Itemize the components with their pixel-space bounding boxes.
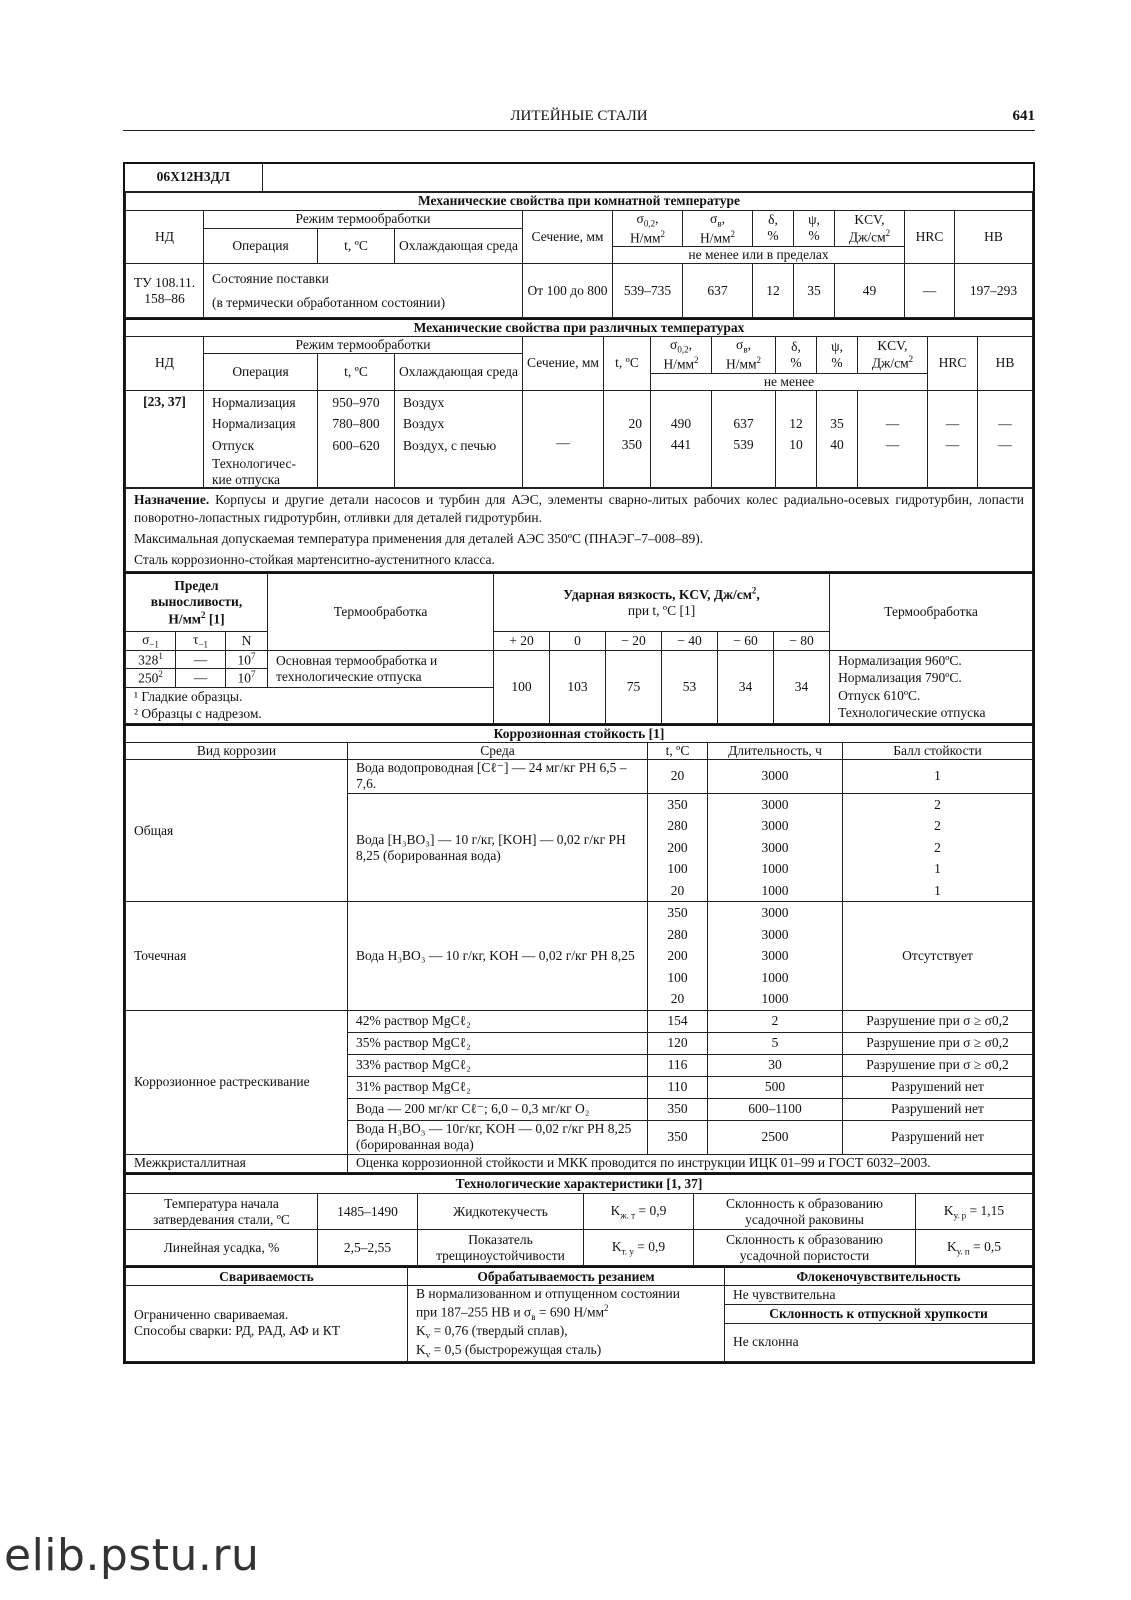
col-mode-2: Режим термообработки xyxy=(204,337,523,354)
tech-value: $K_{у. р} = 1,15$ xyxy=(916,1194,1033,1230)
environment: Вода [H₃BO₃] — 10 г/кг, [KOH] — 0,02 г/кг РН 8,25 (борированная вода) xyxy=(348,793,648,902)
test-temps: 20 350 xyxy=(604,390,651,488)
duration: 5 xyxy=(708,1032,843,1054)
duration: 30 xyxy=(708,1054,843,1076)
impact-title-cell: Ударная вязкость, KCV, $Дж/см^2$, при t, ºС [1] xyxy=(494,573,830,631)
col-hrc-2: HRC xyxy=(928,337,978,391)
score: Разрушение при σ ≥ σ0,2 xyxy=(843,1032,1033,1054)
impact-temp: − 40 xyxy=(662,631,718,650)
col-tau-1: $\tau_{-1}$ xyxy=(176,631,226,650)
col-n: N xyxy=(226,631,268,650)
environment: 35% раствор MgCℓ₂ xyxy=(348,1032,648,1054)
grade-block xyxy=(125,164,1033,192)
tech-label: Склонность к образованию усадочной пористости xyxy=(694,1230,916,1266)
impact-heat-lines: Нормализация 960ºС. Нормализация 790ºС. Отпуск 610ºС. Технологические отпуска xyxy=(830,650,1033,723)
type-general: Общая xyxy=(126,759,348,902)
max-temp-note: Максимальная допускаемая температура применения для деталей АЭС 350ºС (ПНАЭГ–7–008–89). xyxy=(134,530,704,546)
temperature: 154 xyxy=(648,1010,708,1032)
fatigue-notes: ¹ Гладкие образцы. ² Образцы с надрезом. xyxy=(126,687,494,723)
tau-value: — xyxy=(176,650,226,668)
impact-temp: − 80 xyxy=(774,631,830,650)
brittle-value: Не склонна xyxy=(725,1323,1033,1361)
col-sigma-1: $\sigma_{-1}$ xyxy=(126,631,176,650)
kcv-values: — — xyxy=(858,390,928,488)
duration: 3000 xyxy=(708,759,843,793)
temperature: 110 xyxy=(648,1076,708,1098)
impact-temp: 0 xyxy=(550,631,606,650)
section-dash: — xyxy=(523,390,604,488)
delta-values: 12 10 xyxy=(776,390,817,488)
col-duration: Длительность, ч xyxy=(708,742,843,759)
temperature: 20 xyxy=(648,759,708,793)
tech-table xyxy=(125,1173,1033,1267)
fatigue-title: Предел выносливости, $Н/мм^2$ [1] xyxy=(126,573,268,631)
hb-value: 197–293 xyxy=(955,264,1033,318)
col-sv-2: $\sigma_в$, $Н/мм^2$ xyxy=(712,337,776,374)
col-mode: Режим термообработки xyxy=(204,210,523,228)
hrc-values: — — xyxy=(928,390,978,488)
tech-label: Склонность к образованию усадочной раковины xyxy=(694,1194,916,1230)
mech-temp-table xyxy=(125,318,1033,488)
col-temperature: t, ºС xyxy=(648,742,708,759)
sigma-value-1: $328^1$ xyxy=(126,650,176,668)
col-nd: НД xyxy=(126,210,204,264)
temperature-list: 350 280 200 100 20 xyxy=(648,793,708,902)
duration-list: 3000 3000 3000 1000 1000 xyxy=(708,902,843,1011)
score: Разрушений нет xyxy=(843,1076,1033,1098)
col-test-temp: t, ºС xyxy=(604,337,651,391)
tech-value: $K_{у. п} = 0,5$ xyxy=(916,1230,1033,1266)
fatigue-heat-header: Термообработка xyxy=(268,573,494,650)
duration: 2 xyxy=(708,1010,843,1032)
impact-value: 34 xyxy=(718,650,774,723)
tech-label: Линейная усадка, % xyxy=(126,1230,318,1266)
temps-list: 950–970 780–800 600–620 xyxy=(318,390,395,488)
col-operation: Операция xyxy=(204,228,318,264)
weld-text: Ограниченно свариваемая. Способы сварки: РД, РАД, АФ и КТ xyxy=(126,1285,408,1361)
environment: Вода водопроводная [Cℓ⁻] — 24 мг/кг РН 6,5 – 7,6. xyxy=(348,759,648,793)
impact-temp: − 20 xyxy=(606,631,662,650)
col-hb: НВ xyxy=(955,210,1033,264)
col-psi: ψ, % xyxy=(794,210,835,247)
col-psi-2: ψ, % xyxy=(817,337,858,374)
col-cooling: Охлаждающая среда xyxy=(395,228,523,264)
col-temp: t, ºС xyxy=(318,228,395,264)
tech-label: Показатель трещиноустойчивости xyxy=(418,1230,584,1266)
machinability-title: Обрабатываемость резанием xyxy=(408,1267,725,1285)
fatigue-heat-text: Основная термообработка и технологические отпуска xyxy=(268,650,494,687)
type-pitting: Точечная xyxy=(126,902,348,1011)
impact-temp: + 20 xyxy=(494,631,550,650)
running-title: ЛИТЕЙНЫЕ СТАЛИ xyxy=(510,108,648,124)
environment: Вода H₃BO₃ — 10г/кг, KOH — 0,02 г/кг РН 8,25 (борированная вода) xyxy=(348,1120,648,1154)
s02-value: 539–735 xyxy=(613,264,683,318)
mech-temp-title: Механические свойства при различных температурах xyxy=(126,319,1033,336)
delta-value: 12 xyxy=(753,264,794,318)
hrc-value: — xyxy=(905,264,955,318)
sigma-value-2: $250^2$ xyxy=(126,669,176,687)
ops-list: Нормализация Нормализация Отпуск Технологичес-кие отпуска xyxy=(204,390,318,488)
s02-values: 490 441 xyxy=(651,390,712,488)
col-section-2: Сечение, мм xyxy=(523,337,604,391)
running-header xyxy=(123,106,1035,131)
environment: Вода — 200 мг/кг Cℓ⁻; 6,0 – 0,3 мг/кг O₂ xyxy=(348,1098,648,1120)
temperature: 120 xyxy=(648,1032,708,1054)
environment: 31% раствор MgCℓ₂ xyxy=(348,1076,648,1098)
col-section: Сечение, мм xyxy=(523,210,613,264)
mech-temp-subnote: не менее xyxy=(651,373,928,390)
sv-value: 637 xyxy=(683,264,753,318)
environment: Вода H₃BO₃ — 10 г/кг, KOH — 0,02 г/кг РН 8,25 xyxy=(348,902,648,1011)
psi-value: 35 xyxy=(794,264,835,318)
environment: 42% раствор MgCℓ₂ xyxy=(348,1010,648,1032)
cooling-list: Воздух Воздух Воздух, с печью xyxy=(395,390,523,488)
duration: 600–1100 xyxy=(708,1098,843,1120)
score-list: 2 2 2 1 1 xyxy=(843,793,1033,902)
hb-values: — — xyxy=(978,390,1033,488)
flake-value: Не чувствительна xyxy=(725,1285,1033,1304)
temperature: 350 xyxy=(648,1098,708,1120)
impact-value: 34 xyxy=(774,650,830,723)
n-value: $10^7$ xyxy=(226,650,268,668)
steel-class-note: Сталь коррозионно-стойкая мартенситно-аустенитного класса. xyxy=(134,551,495,567)
type-intercrystal: Межкристаллитная xyxy=(126,1154,348,1172)
brittle-title: Склонность к отпускной хрупкости xyxy=(725,1304,1033,1323)
page-number: 641 xyxy=(1012,108,1035,124)
col-kcv-2: KCV, $Дж/см^2$ xyxy=(858,337,928,374)
duration: 2500 xyxy=(708,1120,843,1154)
corrosion-title: Коррозионная стойкость [1] xyxy=(126,725,1033,742)
section-value: От 100 до 800 xyxy=(523,264,613,318)
col-temp-2: t, ºС xyxy=(318,354,395,391)
type-cracking: Коррозионное растрескивание xyxy=(126,1010,348,1154)
n-value: $10^7$ xyxy=(226,669,268,687)
mech-room-table xyxy=(125,192,1033,319)
col-kcv: KCV, $Дж/см^2$ xyxy=(835,210,905,247)
score: Разрушение при σ ≥ σ0,2 xyxy=(843,1054,1033,1076)
col-cooling-2: Охлаждающая среда xyxy=(395,354,523,391)
col-delta: δ, % xyxy=(753,210,794,247)
flake-title: Флокеночувствительность xyxy=(725,1267,1033,1285)
tech-label: Температура начала затвердевания стали, ºС xyxy=(126,1194,318,1230)
duration-list: 3000 3000 3000 1000 1000 xyxy=(708,793,843,902)
impact-value: 53 xyxy=(662,650,718,723)
col-score: Балл стойкости xyxy=(843,742,1033,759)
temperature: 350 xyxy=(648,1120,708,1154)
temperature: 116 xyxy=(648,1054,708,1076)
impact-value: 75 xyxy=(606,650,662,723)
weld-title: Свариваемость xyxy=(126,1267,408,1285)
duration: 500 xyxy=(708,1076,843,1098)
watermark: elib.pstu.ru xyxy=(4,1530,260,1581)
mech-room-subnote: не менее или в пределах xyxy=(613,247,905,264)
delivery-state: Состояние поставки (в термически обработанном состоянии) xyxy=(204,264,523,318)
corrosion-table xyxy=(125,724,1033,1173)
col-delta-2: δ, % xyxy=(776,337,817,374)
purpose-block xyxy=(125,488,1033,572)
impact-value: 100 xyxy=(494,650,550,723)
col-corrosion-type: Вид коррозии xyxy=(126,742,348,759)
col-hrc: HRC xyxy=(905,210,955,264)
score: Разрушений нет xyxy=(843,1120,1033,1154)
tech-label: Жидкотекучесть xyxy=(418,1194,584,1230)
nd-value: ТУ 108.11. 158–86 xyxy=(126,264,204,318)
impact-value: 103 xyxy=(550,650,606,723)
score: 1 xyxy=(843,759,1033,793)
score: Разрушений нет xyxy=(843,1098,1033,1120)
tech-value: 2,5–2,55 xyxy=(318,1230,418,1266)
col-nd-2: НД xyxy=(126,337,204,391)
col-environment: Среда xyxy=(348,742,648,759)
col-hb-2: НВ xyxy=(978,337,1033,391)
tech-value: 1485–1490 xyxy=(318,1194,418,1230)
score: Разрушение при σ ≥ σ0,2 xyxy=(843,1010,1033,1032)
tau-value: — xyxy=(176,669,226,687)
tech-value: $K_{т. у} = 0,9$ xyxy=(584,1230,694,1266)
purpose-text: Назначение. Корпусы и другие детали насосов и турбин для АЭС, элементы сварно-литых рабочих колес радиально-осевых гидротурбин, лопасти поворотно-лопастных гидротурбин, отливки для деталей гидротурбин. Максимальная допускаемая температура применения для деталей АЭС 350ºС (ПНАЭГ–7–008–89). Сталь коррозионно-стойкая мартенситно-аустенитного класса. xyxy=(126,489,1033,572)
tech-value: $K_{ж. т} = 0,9$ xyxy=(584,1194,694,1230)
fatigue-impact-table xyxy=(125,572,1033,724)
steel-grade: 06Х12Н3ДЛ xyxy=(125,164,262,191)
col-s02: $\sigma_{0,2}$, $Н/мм^2$ xyxy=(613,210,683,247)
col-s02-2: $\sigma_{0,2}$, $Н/мм^2$ xyxy=(651,337,712,374)
psi-values: 35 40 xyxy=(817,390,858,488)
sv-values: 637 539 xyxy=(712,390,776,488)
weld-table xyxy=(125,1266,1033,1362)
environment: 33% раствор MgCℓ₂ xyxy=(348,1054,648,1076)
col-operation-2: Операция xyxy=(204,354,318,391)
mech-room-title: Механические свойства при комнатной температуре xyxy=(126,192,1033,210)
intercrystal-note: Оценка коррозионной стойкости и МКК проводится по инструкции ИЦК 01–99 и ГОСТ 6032–2003. xyxy=(348,1154,1033,1172)
score: Отсутствует xyxy=(843,902,1033,1011)
kcv-value: 49 xyxy=(835,264,905,318)
steel-datasheet xyxy=(123,162,1035,1364)
tech-title: Технологические характеристики [1, 37] xyxy=(126,1174,1033,1194)
nd-ref: [23, 37] xyxy=(126,390,204,488)
col-sv: $\sigma_в$, $Н/мм^2$ xyxy=(683,210,753,247)
impact-heat-header: Термообработка xyxy=(830,573,1033,650)
temperature-list: 350 280 200 100 20 xyxy=(648,902,708,1011)
impact-temp: − 60 xyxy=(718,631,774,650)
machinability-text: В нормализованном и отпущенном состоянии при 187–255 НВ и $\sigma_в = 690$ $Н/мм^2$ $K_v = 0,76$ (твердый сплав), $K_v = 0,5$ (быстрорежущая сталь) xyxy=(408,1285,725,1361)
